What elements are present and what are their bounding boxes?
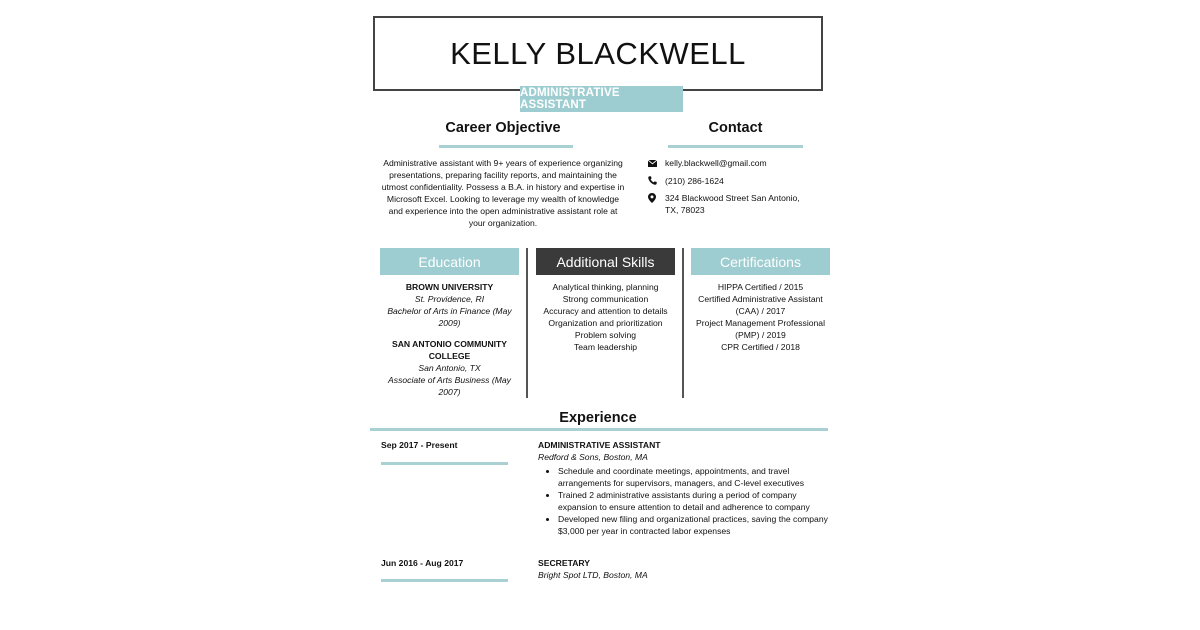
school-name: SAN ANTONIO COMMUNITY COLLEGE xyxy=(391,339,508,361)
job-bullet: • Schedule and coordinate meetings, appointments, and travel arrangements for supervisors, managers, and C-level executives xyxy=(558,465,828,489)
contact-address-text: 324 Blackwood Street San Antonio, TX, 78023 xyxy=(665,193,800,215)
certification-item: Project Management Professional (PMP) / 2019 xyxy=(696,318,825,340)
skill-item: Strong communication xyxy=(562,294,649,304)
certification-item: Certified Administrative Assistant (CAA) / 2017 xyxy=(698,294,823,316)
skill-item: Organization and prioritization xyxy=(548,318,663,328)
contact-email-text[interactable]: kelly.blackwell@gmail.com xyxy=(665,158,767,168)
certification-item: CPR Certified / 2018 xyxy=(721,342,800,352)
education-entry xyxy=(380,281,519,329)
column-divider-2 xyxy=(682,248,684,398)
school-location: St. Providence, RI xyxy=(414,294,485,304)
job-title-badge: ADMINISTRATIVE ASSISTANT xyxy=(520,86,683,112)
skill-item: Problem solving xyxy=(574,330,637,340)
experience-rule xyxy=(370,428,828,431)
contact-phone-text[interactable]: (210) 286-1624 xyxy=(665,175,724,186)
candidate-name: KELLY BLACKWELL xyxy=(450,35,746,71)
school-name: BROWN UNIVERSITY xyxy=(405,282,494,292)
job-bullet-list xyxy=(545,465,828,537)
location-pin-icon xyxy=(648,192,658,204)
certifications-list xyxy=(691,281,830,353)
job-company: Redford & Sons, Boston, MA xyxy=(538,452,648,462)
skills-header: Additional Skills xyxy=(536,248,675,275)
skill-item: Accuracy and attention to details xyxy=(543,306,668,316)
contact-list xyxy=(648,157,828,222)
job-dates: Jun 2016 - Aug 2017 xyxy=(381,558,464,568)
career-objective-heading: Career Objective xyxy=(445,120,561,136)
contact-phone xyxy=(648,175,828,187)
education-list xyxy=(380,281,519,407)
skill-item: Team leadership xyxy=(573,342,638,352)
name-box xyxy=(373,16,823,91)
contact-rule xyxy=(668,145,803,148)
school-degree: Bachelor of Arts in Finance (May 2009) xyxy=(387,306,512,328)
job-dates: Sep 2017 - Present xyxy=(381,440,458,450)
job-title: ADMINISTRATIVE ASSISTANT xyxy=(538,440,661,450)
contact-heading: Contact xyxy=(708,120,763,136)
contact-address xyxy=(648,192,828,216)
certification-item: HIPPA Certified / 2015 xyxy=(717,282,804,292)
column-divider-1 xyxy=(526,248,528,398)
certifications-header: Certifications xyxy=(691,248,830,275)
education-header: Education xyxy=(380,248,519,275)
experience-heading: Experience xyxy=(559,410,637,426)
job-dates-rule xyxy=(381,579,508,582)
school-degree: Associate of Arts Business (May 2007) xyxy=(388,375,511,397)
job-bullet: • Developed new filing and organizational practices, saving the company $3,000 per year in contracted labor expenses xyxy=(558,513,828,537)
job-company: Bright Spot LTD, Boston, MA xyxy=(538,570,648,580)
job-dates-rule xyxy=(381,462,508,465)
career-objective-text: Administrative assistant with 9+ years of experience organizing presentations, preparing facility reports, and maintaining the utmost confidentiality. Possess a B.A. in history and expertise in Microsoft Excel. Looking to leverage my wealth of knowledge and experience into the open administrative assistant role at your organization. xyxy=(381,158,625,228)
contact-email xyxy=(648,157,828,169)
skills-list xyxy=(536,281,675,353)
phone-icon xyxy=(648,175,658,187)
job-bullet: • Trained 2 administrative assistants during a period of company expansion to ensure attention to detail and adherence to company xyxy=(558,489,828,513)
education-entry xyxy=(380,338,519,398)
envelope-icon xyxy=(648,157,658,169)
job-title: SECRETARY xyxy=(538,558,591,568)
skill-item: Analytical thinking, planning xyxy=(552,282,659,292)
career-objective-rule xyxy=(439,145,573,148)
school-location: San Antonio, TX xyxy=(418,363,481,373)
